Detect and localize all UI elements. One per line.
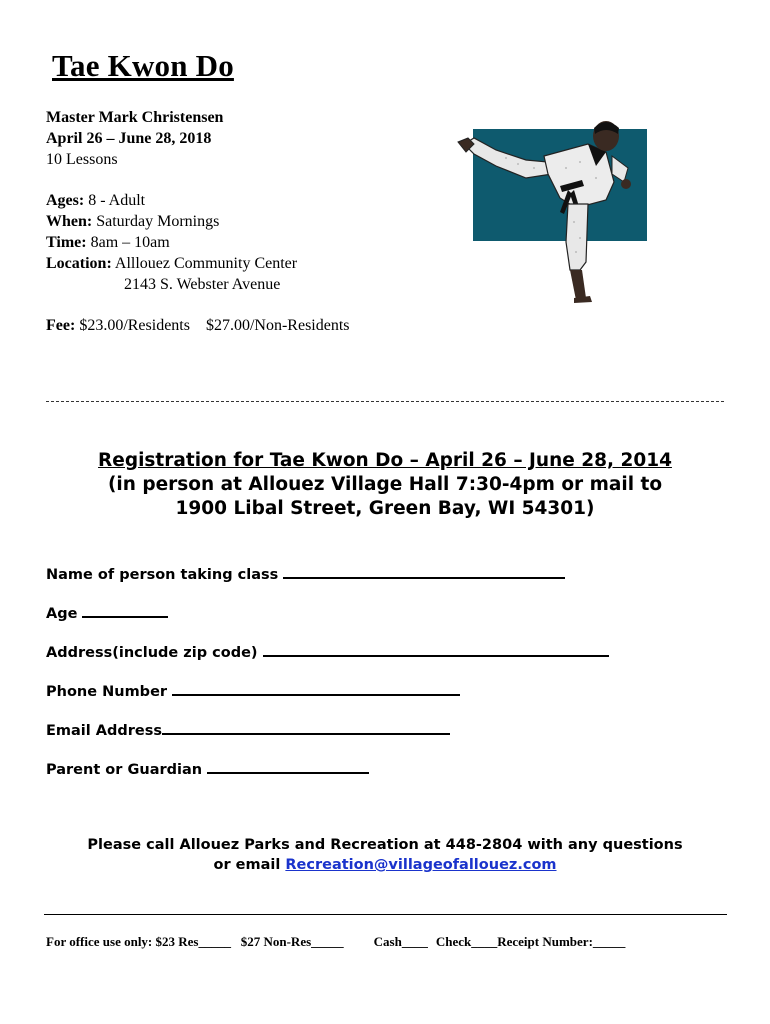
contact-line: Please call Allouez Parks and Recreation at 448-2804 with any questions [87, 837, 683, 853]
divider [44, 914, 727, 915]
location-line: Location: Alllouez Community Center [46, 255, 298, 272]
registration-address: 1900 Libal Street, Green Bay, WI 54301) [175, 498, 595, 519]
office-cash: Cash____ [373, 934, 428, 949]
age-blank[interactable] [82, 602, 168, 618]
registration-instructions: (in person at Allouez Village Hall 7:30-4pm or mail to [107, 474, 663, 495]
ages-line: Ages: 8 - Adult [46, 192, 146, 209]
age-field[interactable] [46, 602, 168, 622]
office-check: Check____ [435, 934, 498, 949]
email-link[interactable]: Recreation@villageofallouez.com [285, 857, 557, 873]
name-label: Name of person taking class [46, 567, 284, 583]
registration-heading: Registration for Tae Kwon Do – April 26 – June 28, 2014 [98, 450, 672, 471]
address-field[interactable] [46, 641, 609, 661]
karate-kick-icon [456, 112, 651, 304]
guardian-label: Parent or Guardian [46, 762, 208, 778]
phone-label: Phone Number [46, 684, 173, 700]
fee-line: Fee: $23.00/Residents $27.00/Non-Residents [46, 317, 350, 334]
office-use-line [46, 934, 625, 950]
address-label: Address(include zip code) [46, 645, 263, 661]
email-label: Email Address [46, 723, 163, 739]
class-dates: April 26 – June 28, 2018 [46, 130, 212, 147]
when-line: When: Saturday Mornings [46, 213, 220, 230]
email-field[interactable] [46, 719, 450, 739]
email-blank[interactable] [162, 719, 450, 735]
name-field[interactable] [46, 563, 565, 583]
office-receipt: Receipt Number:_____ [497, 934, 626, 949]
lesson-count: 10 Lessons [46, 151, 118, 168]
contact-email-line: or email Recreation@villageofallouez.com [213, 857, 557, 873]
location-address: 2143 S. Webster Avenue [124, 276, 281, 293]
phone-field[interactable] [46, 680, 460, 700]
instructor: Master Mark Christensen [46, 109, 224, 126]
page-title: Tae Kwon Do [52, 48, 234, 83]
guardian-field[interactable] [46, 758, 369, 778]
cut-line [46, 401, 724, 402]
address-blank[interactable] [263, 641, 609, 657]
office-fees: For office use only: $23 Res_____ $27 Non-Res_____ [46, 934, 344, 949]
guardian-blank[interactable] [207, 758, 369, 774]
age-label: Age [46, 606, 83, 622]
name-blank[interactable] [283, 563, 565, 579]
time-line: Time: 8am – 10am [46, 234, 170, 251]
phone-blank[interactable] [172, 680, 460, 696]
